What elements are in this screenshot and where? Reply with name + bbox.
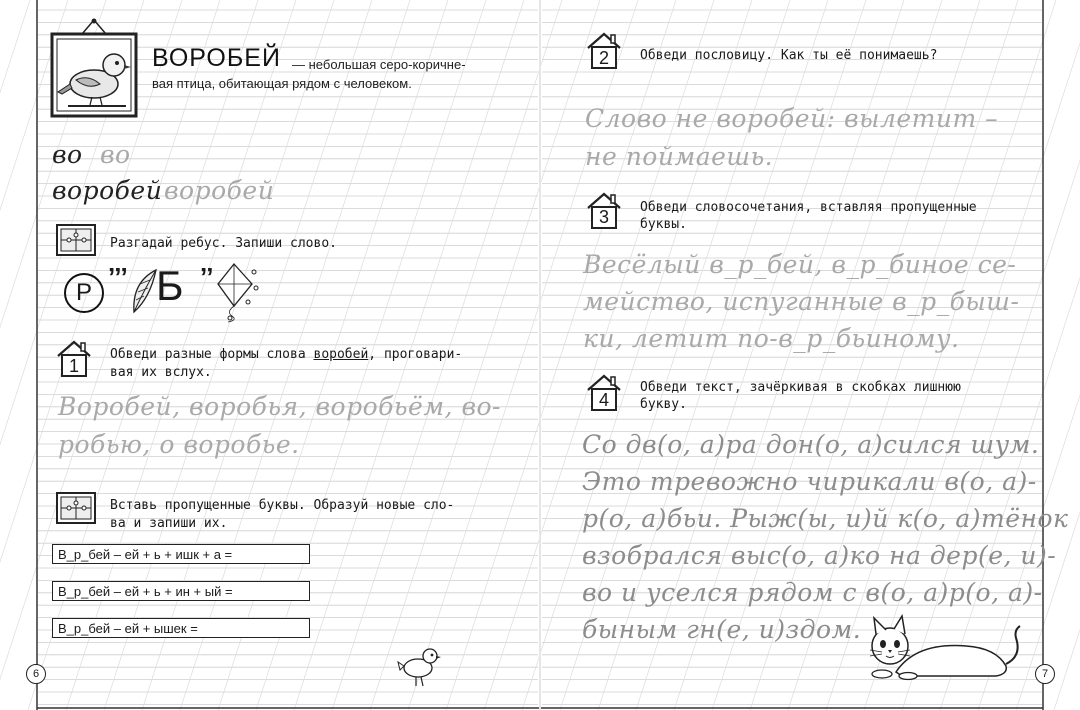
task-4-instruction-line1: Обведи текст, зачёркивая в скобках лишнюю <box>640 380 961 395</box>
fill-item-1[interactable]: В_р_бей – ей + ь + ишк + а = <box>52 544 310 564</box>
task-4-trace-line: быным гн(е, и)здом. <box>582 615 862 644</box>
task-2-trace-line2: не поймаешь. <box>585 142 774 171</box>
task-2-number: 2 <box>598 48 609 68</box>
cat-illustration <box>856 612 1026 682</box>
small-bird-illustration <box>396 640 442 692</box>
word-definition-line2: вая птица, обитающая рядом с человеком. <box>152 76 412 91</box>
word-definition-line1: — небольшая серо-коричне- <box>292 57 466 72</box>
copy-sample-vo: во <box>52 140 83 169</box>
task-4-trace-line: во и уселся рядом с в(о, а)р(о, а)- <box>582 578 1043 607</box>
rebus-instruction: Разгадай ребус. Запиши слово. <box>110 236 337 251</box>
copy-trace-vorobey: воробей <box>164 176 275 205</box>
task-4-trace-line: взобрался выс(о, а)ко на дер(е, и)- <box>582 541 1057 570</box>
task-3-trace-line2: мейство, испуганные в_р_быш- <box>583 287 1020 316</box>
kite-icon <box>208 262 260 324</box>
fill-task-instruction-line1: Вставь пропущенные буквы. Образуй новые сло- <box>110 498 455 513</box>
task-1-instruction-line2: вая их вслух. <box>110 365 212 380</box>
task-4-trace-line: Это тревожно чирикали в(о, а)- <box>582 467 1037 496</box>
task-4-trace-line: р(о, а)бьи. Рыж(ы, и)й к(о, а)тёнок <box>582 504 1069 533</box>
task-1-instruction: Обведи разные формы слова воробей, проговари- <box>110 347 463 362</box>
copy-sample-vorobey: воробей <box>52 176 163 205</box>
fill-task-instruction-line2: ва и запиши их. <box>110 516 228 531</box>
task-4-instruction-line2: букву. <box>640 397 687 412</box>
bird-picture <box>48 18 140 118</box>
task-3-trace-line3: ки, летит по-в_р_бьиному. <box>583 324 960 353</box>
rebus-circle-letter: Р <box>64 273 104 313</box>
task-1-number: 1 <box>68 356 79 376</box>
task-1-trace-line2: робью, о воробье. <box>58 430 300 459</box>
word-title: ВОРОБЕЙ <box>152 44 281 72</box>
puzzle-icon <box>56 224 96 256</box>
task-4-trace-line: Со дв(о, а)ра дон(о, а)сился шум. <box>582 430 1040 459</box>
rebus-marks-2: ’’ <box>200 262 214 292</box>
rebus-big-letter: Б <box>156 262 184 309</box>
fill-item-3[interactable]: В_р_бей – ей + ышек = <box>52 618 310 638</box>
task-3-trace-line1: Весёлый в_р_бей, в_р_биное се- <box>583 250 1017 279</box>
copy-trace-vo: во <box>100 140 131 169</box>
puzzle-icon-2 <box>56 492 96 524</box>
rebus-marks-1: ’’’ <box>108 262 128 292</box>
task-4-number: 4 <box>598 390 609 410</box>
task-2-instruction: Обведи пословицу. Как ты её понимаешь? <box>640 48 938 63</box>
task-3-instruction-line2: буквы. <box>640 217 687 232</box>
task-3-number: 3 <box>598 207 609 227</box>
page-number-left: 6 <box>26 664 46 684</box>
task-1-trace-line1: Воробей, воробья, воробьём, во- <box>58 392 501 421</box>
fill-item-2[interactable]: В_р_бей – ей + ь + ин + ый = <box>52 581 310 601</box>
task-3-instruction-line1: Обведи словосочетания, вставляя пропущенные <box>640 200 977 215</box>
task-2-trace-line1: Слово не воробей: вылетит – <box>585 104 999 133</box>
page-number-right: 7 <box>1035 664 1055 684</box>
